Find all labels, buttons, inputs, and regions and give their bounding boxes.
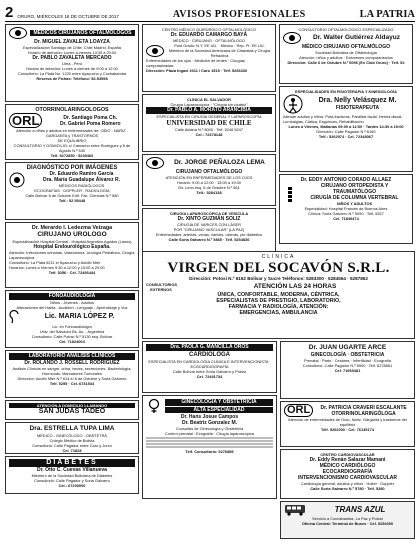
company-brand: TRANS AZUL (334, 505, 386, 514)
ad-salazar-cardiovascular[interactable] (280, 449, 415, 499)
ad-rossell-laboratory[interactable] (5, 350, 139, 398)
doctor-name: Dr. PABLO ZAVALETA MERCADO (32, 55, 112, 61)
ad-text: DE EQUILIBRIO (57, 138, 87, 144)
ad-specialty: OTORRINOLARINGÓLOGA (331, 410, 396, 417)
ad-text: Consultas de Ginecología y Obstetricia (175, 426, 244, 431)
ad-text: Calle Bolívar entre Soria Galvarro y Potosí (172, 368, 247, 374)
ad-text: Consultorio: Calle Pagador entre Caro y Junín (32, 443, 112, 448)
eye-icon (9, 27, 27, 39)
ad-heading: GINECOLOGÍA Y OBSTETRICIA (165, 399, 273, 406)
issue-date: ORURO, MIÉRCOLES 18 DE OCTUBRE DE 2017 (17, 14, 119, 19)
ad-lopez-phonoaudiology[interactable] (5, 290, 139, 348)
lower-right-area (142, 251, 415, 539)
ad-text: ÚNICA, CONFORTABLE, MODERNA, CÉNTRICA, (217, 292, 340, 298)
ad-text: ESPECIALISTA EN CIRUGÍA GENERAL Y LAPAROSCOPÍA (156, 113, 262, 119)
ad-text: Dirección: Calle Pagador N.º 6160 (316, 129, 376, 134)
ad-guzman-vascular[interactable] (142, 208, 276, 252)
ad-text: Especialidad: Hospital Francés de Buenos Aires (304, 206, 388, 211)
ad-phone: Telf.: 5262974 · Cel. 72348067 (318, 134, 374, 139)
ad-text: Lima - Perú (61, 61, 83, 66)
ad-craveri-ent[interactable] (280, 401, 415, 447)
ad-text: CIRUGÍA DE VARICES CON LÁSER (177, 222, 241, 227)
doctor-name: Dr. Hans Josue Campos (180, 414, 239, 420)
ad-text: Consultorio: Calle Pagador N.º 5900 · Telf. 5278861 (302, 363, 393, 368)
doctor-name: Dra. PAOLA G. MANCILLA OROS (146, 344, 273, 351)
ear-icon (9, 310, 21, 324)
ad-specialty: CIRUJANO UROLOGO (37, 231, 107, 239)
ad-ledezma-urology[interactable] (5, 222, 139, 288)
ad-imaging-diagnosis[interactable] (5, 162, 139, 220)
ad-text: Niños - Jóvenes - Adultos (49, 299, 95, 305)
ad-heading: Dr. Merardo I. Ledezma Veizaga (31, 225, 113, 231)
ad-camargo-ophthalmology[interactable] (142, 24, 276, 92)
column-left (5, 24, 139, 494)
ad-phone: Telf. 5255 · Cel. 6731534 (49, 380, 95, 386)
ad-text: Cirugía Laparoscópica · "Cirugía sin cicatriz" (170, 102, 248, 107)
ad-heading: LABORATORIO ANÁLISIS CLÍNICOS (9, 353, 135, 360)
section-title: AVISOS PROFESIONALES (172, 9, 306, 20)
ad-text: Sociedad Boliviana de Oftalmología (315, 50, 377, 55)
ad-gynecology-obstetrics[interactable] (142, 395, 277, 499)
ad-text: Atención a niños y adultos en enfermedades de: OÍDO - NARIZ - GARGANTA y TRASTORNOS (16, 128, 128, 139)
ad-phone: Cel. 71849474 (333, 216, 359, 221)
bus-icon (284, 504, 306, 516)
gynecology-icon (146, 398, 162, 414)
clinic-name: VIRGEN DEL SOCAVÓN S.R.L. (167, 260, 390, 276)
ad-gutierrez-ophthalmology[interactable] (279, 24, 413, 84)
doctor-name: Dra. ESTRELLA TUPA LIMA (29, 425, 115, 432)
doctor-name: Dr. Eddy Renán Salazar Mamani (309, 457, 386, 463)
ad-text: Calle Aldana N.º 8000 · Telf. 5246 5247 (175, 126, 243, 132)
doctor-name: Dr. Otto C. Cuevas Villanueva (37, 467, 107, 473)
orl-logo-icon: ORL (9, 113, 42, 128)
doctor-name: Dr. MIGUEL ZAVALETA LOAYZA (34, 39, 110, 45)
ad-text: MÉDICO - GINECÓLOGO - OBSTETRA (36, 433, 108, 438)
ad-phone: Telf. 5256 · Cel. 72493444 (48, 270, 96, 276)
doctor-name: Dr. Gabriel Poma Romero (59, 120, 121, 127)
doctor-name: Dr. JUAN UGARTE ARCE (308, 344, 387, 351)
ad-text: Univ. del Salvador Bs. As. - Argentina (39, 328, 105, 334)
masthead (5, 4, 415, 22)
doctor-name: Dr. XINTO GUZMÁN SOLIZ (177, 216, 241, 222)
ad-text: Dir. León esq. 6 de Octubre N.º 561 (178, 185, 240, 190)
ad-text: MÉDICOS RADIÓLOGOS (58, 183, 105, 189)
ad-specialty: CIRUJANO OFTALMÓLOGO (175, 169, 243, 175)
ad-heading: DIAGNÓSTICO POR IMÁGENES (26, 165, 118, 171)
doctor-name: Dr. Santiago Poma Ch. (63, 114, 118, 121)
ad-text: ATENCIÓN EN ENFERMEDADES DE LOS OJOS (165, 175, 253, 180)
ad-specialty: INTERVENCIONISMO CARDIOVASCULAR (298, 475, 397, 481)
ad-text: Control prenatal · Ecografía · Cirugía laparoscópica (165, 431, 254, 436)
ad-text: Lic. en Fonoaudiología (52, 323, 92, 329)
ad-heading: ATENCIÓN A DOMICILIO LLAMANDO (9, 403, 135, 408)
ad-text: FARMACIA Y RADIOLOGÍA, ATENCIÓN: (228, 304, 329, 310)
ad-phone: Cel. 71965481 (334, 368, 361, 373)
clinic-address: Dirección: Potosí N.º 6152 Bolívar y Sucre Teléfonos: 5283300 · 5284564 · 5287862 (189, 276, 368, 281)
ad-phone: Telf. 5272850 · 5239460 (50, 153, 94, 159)
ad-text: CENTRO MÉDICO QUIRÚRGICO OFTALMOLÓGICO (161, 27, 257, 32)
ad-text: Miembro de la Sociedad Boliviana de Diabetes (31, 473, 113, 478)
ad-phone: Dirección: Calle 6 de Octubre N.º 6096 (Ex Club Oruro) · Telf. 52 (287, 60, 405, 65)
ad-penaloza-ophthalmology[interactable] (142, 154, 276, 206)
ad-text: Prenatal · Parto · Cesárea · Infertilidad · Ecografía (304, 358, 391, 363)
orl-logo-icon: ORL (284, 404, 313, 417)
doctor-name: Dr. EDUARDO CAMARGO BAYÁ (170, 32, 248, 38)
ad-specialty: FISIOTERAPEUTA (335, 105, 380, 111)
doctor-name: Dr. PABLO A. MORATO ARANCIBIA (146, 107, 272, 114)
ad-text: Cardiología general, adultos y niños · Holter · Doppler (301, 481, 394, 486)
eye-icon (146, 157, 164, 169)
ad-specialty: GINECOLOGÍA · OBSTETRICIA (310, 352, 385, 358)
ad-specialty: ECOCARDIOGRAFÍA (322, 469, 373, 475)
ad-poma-ent[interactable] (5, 104, 139, 160)
ad-zavaleta-ophthalmology[interactable] (5, 24, 139, 102)
ad-phone: Cel. 71824004 (59, 338, 85, 344)
doctor-name: Dr. Walter Gutiérrez Aldayuz (313, 34, 400, 41)
ad-phone: Telf.: 5284138 (196, 190, 222, 195)
ad-text: Colegio Médico de Bolivia (49, 438, 95, 443)
ad-text: Calle Bolívar 6 de Octubre Edif. Fac. Ciencias N.º 580 (25, 193, 119, 199)
ad-phone: Telf.: 52 55448 (58, 198, 86, 204)
ad-text: CONSULTORIO Y DOMICILIO: c/ Camacho entre Rodríguez y 6 de Agosto N.º 540 (13, 143, 131, 154)
ad-specialty: CIRUJANO ORTOPEDISTA Y TRAUMATÓLOGO (320, 183, 389, 195)
ad-phone: Calle Soria Galvarro N.º 5780 · Telf. 5280 (310, 486, 385, 491)
ad-phone: Cel.: 72478148 (195, 131, 223, 137)
ad-text: ECOGRAFÍAS · DOPPLER · RADIOLOGÍA (34, 188, 110, 194)
ad-text: Atención de enfermedades de Oído, Nariz, Garganta y trastornos del equilibrio (288, 417, 407, 427)
ad-text: Horario: 9:00 a 12:00 · 15:00 a 19:00 (177, 180, 241, 185)
doctor-name: Dr. ROLANDO J. ROSSELL RODRIGUEZ (24, 359, 120, 366)
ad-specialty: CIRUGÍA DE COLUMNA VERTEBRAL (310, 195, 399, 201)
ad-text: POR "CIRUJANO VASCULAR" (LA PAZ) (173, 227, 245, 232)
ad-ugarte-gynecology[interactable] (280, 341, 415, 399)
ad-phone: Telf. 5262000 · Cel. 76135174 (321, 427, 374, 432)
ad-text: CONSULTORIO OFTALMOLÓGICO ESPECIALIZADO (298, 27, 394, 32)
ad-text: ESPECIALIDADES EN FISIOTERAPIA Y KINESIOLOGÍA (295, 89, 397, 94)
ad-heading: MÉDICOS CIRUJANOS OFTALMÓLOGOS (30, 30, 135, 37)
ad-text: Consultorio: La Plata 6211 e/ Ayacucho y Adolfo Mier (9, 260, 101, 266)
ad-morato-clinic[interactable] (142, 94, 276, 152)
ad-text: Horario de atención: Lunes a viernes 14:30 a 20:00 (27, 50, 117, 55)
doctor-name: Dra. Nelly Velásquez M. (318, 97, 397, 104)
ad-phone: Cel. 72491734 (196, 373, 223, 379)
doctor-name: Dr. Beatriz Gonzalez M. (181, 420, 237, 426)
ad-phone: Oficina Central: Terminal de Buses · Cel. 5254000 (301, 521, 394, 526)
radiology-icon (9, 172, 25, 188)
spine-icon (283, 186, 297, 204)
ad-heading: OTORRINOLARINGOLOGOS (35, 107, 109, 113)
ad-text: Especialización Santiago de Chile, Chile Madrid, España (23, 45, 121, 50)
newspaper-brand: LA PATRIA (359, 9, 415, 20)
ad-velasquez-physiotherapy[interactable] (279, 86, 413, 172)
ad-text: Atiende adultos y niños: Post-fracturas, Parálisis facial, Hernia discal, Lumbalgias, Ciática, Esguinces, Rehabilitación (283, 114, 403, 124)
ad-text: Atención: niños y adultos · Exámenes computarizados (299, 55, 393, 60)
ad-text: Clínica: Soria Galvarro N.º 5090 · Telf. 5257 (308, 211, 384, 216)
ad-text: Consultorio: Calle Pagador y Soria Galvarro (34, 478, 110, 483)
ad-text: ESPECIALISTA EN CARDIOLOGÍA CLÍNICA E INTERVENCIONISTA · ECOCARDIOGRAFÍA (148, 358, 271, 369)
ad-mancilla-cardiology[interactable] (142, 341, 277, 393)
ad-phone: Cel.: 67200000 (58, 483, 86, 488)
ad-text: ESPECIALISTAS DE PRESTIGIO, LABORATORIO, (216, 298, 341, 304)
ad-text: EMERGENCIAS, AMBULANCIA (239, 310, 318, 316)
ad-text: Enfermedades: arterias, venas, várices, úlceras, pie diabético (155, 232, 263, 237)
ad-text: Horario de atención: Lunes a viernes de 9:00 a 12:00 (26, 66, 118, 71)
page-number: 2 (5, 4, 14, 21)
ad-text: Análisis Clínicos en sangre, orina, heces, secreciones. Bacteriología, Hormonas, Marcadores Tumorales (12, 365, 132, 376)
ad-text: Consultorio: Calle Potosí N.º 5130 esq. Bolívar (31, 333, 113, 339)
ad-text: Consultorio: La Plata No. 1220 entre Ayacucho y Cochabamba (17, 71, 127, 76)
doctor-name: Dr. Eduardo Ramiro García (49, 171, 114, 178)
ad-heading: ALTA ESPECIALIDAD (165, 407, 273, 414)
ad-text: Miembro de la Sociedad Americana de Cataratas y Cirugía Refractiva (168, 48, 271, 58)
ad-text: Alteraciones del Habla - Audición - Lenguaje - Aprendizaje y Voz (16, 304, 128, 310)
ad-title: SAN JUDAS TADEO (38, 408, 106, 415)
ad-text: MÉDICO · CIRUJANO · OFTALMÓLOGO (172, 38, 246, 43)
ad-phone: Calle Soria Galvarro N.º 5865 · Telf. 5254836 (168, 237, 250, 242)
eye-icon (146, 45, 164, 57)
ad-specialty: MÉDICO CARDIÓLOGO (319, 463, 376, 469)
ad-phone: Dirección: Plaza Ingavi 2011 / Caro 1515 · Telf. 5266330 (146, 68, 248, 73)
ad-text: Dirección: Adolfo Mier N.º 614 e/ 6 de Octubre y Soria Galvarro (17, 375, 127, 381)
ad-text: Hospital Endourológico España. (33, 244, 111, 251)
eye-icon (283, 32, 301, 44)
ad-tupa-gynecology[interactable] (5, 422, 139, 454)
physiotherapy-icon (283, 94, 303, 114)
ad-text: Servicio a Cochabamba, La Paz y Potosí (312, 516, 383, 521)
ad-text: Enfermedades de los ojos · Medición de lentes · Cirugías computarizadas (146, 58, 245, 68)
doctor-name: Dr. PATRICIA CRAVERI ESCALANTE (320, 404, 407, 411)
ad-trans-azul[interactable] (280, 501, 415, 539)
ad-text: CONSULTORIOS EXTERNOS (146, 282, 177, 292)
ad-phone: Reserva de Fichas: Teléfono: 52-53598 (36, 76, 108, 81)
clinic-hours: ATENCIÓN LAS 24 HORAS (253, 283, 337, 290)
ad-text: Especialización Hospital Central - Hospital Argentino Agudos (Lanús) (12, 239, 132, 245)
ad-corado-orthopedics[interactable] (279, 174, 413, 244)
ad-heading: FONOAUDIOLOGIA (9, 293, 135, 300)
ad-text: Atención: Infecciones urinarias, Vasectomía, Urología Pediátrica, Cirugía Laparoscópica (9, 250, 135, 261)
ad-text: CLÍNICA EL SALVADOR (187, 97, 231, 102)
ad-specialty: MÉDICO CIRUJANO OFTALMÓLOGO (302, 44, 390, 50)
ad-cuevas-diabetes[interactable] (5, 456, 139, 494)
professional-name: Lic. MARIA LÓPEZ P. (44, 312, 115, 320)
ad-specialty: CARDIÓLOGA (189, 351, 230, 358)
ad-hours: Lunes a Viernes, Mañanas 09:00 a 12:00 · Tardes 14:30 a 19:00 (288, 124, 404, 129)
ad-text: Post Grado: N.Y. EE.UU. · México · Rep. Pr. EE.UU. (174, 43, 265, 48)
ad-text: NIÑOS Y ADULTOS (336, 201, 373, 206)
ad-phone: Cel. 71828 (62, 448, 82, 453)
clinic-label: CLÍNICA (261, 254, 296, 260)
ad-heading: DIABETES (9, 459, 135, 467)
doctor-name: Dr. EDDY ANTONIO CORADO ALLAEZ (300, 177, 392, 183)
doctor-name: Dra. María Guadalupe Álvarez R. (43, 177, 120, 184)
ad-san-judas[interactable] (5, 400, 139, 420)
ad-virgen-socavon-clinic[interactable] (142, 251, 415, 339)
doctor-name: Dr. JORGE PEÑALOZA LEMA (174, 159, 265, 166)
ad-text: CIRUGÍA LAPAROSCÓPICA DE VESÍCULA (169, 211, 249, 216)
university-name: UNIVERSIDAD DE CHILE (166, 118, 252, 127)
ad-text: Horarios: Lunes a Viernes 9:30 a 12:00 y 15:00 a 20:00 (9, 265, 105, 271)
ad-text: CENTRO CARDIOVASCULAR (320, 452, 375, 457)
ad-phone: Telf. Consultorio: 5276889 (185, 449, 234, 454)
